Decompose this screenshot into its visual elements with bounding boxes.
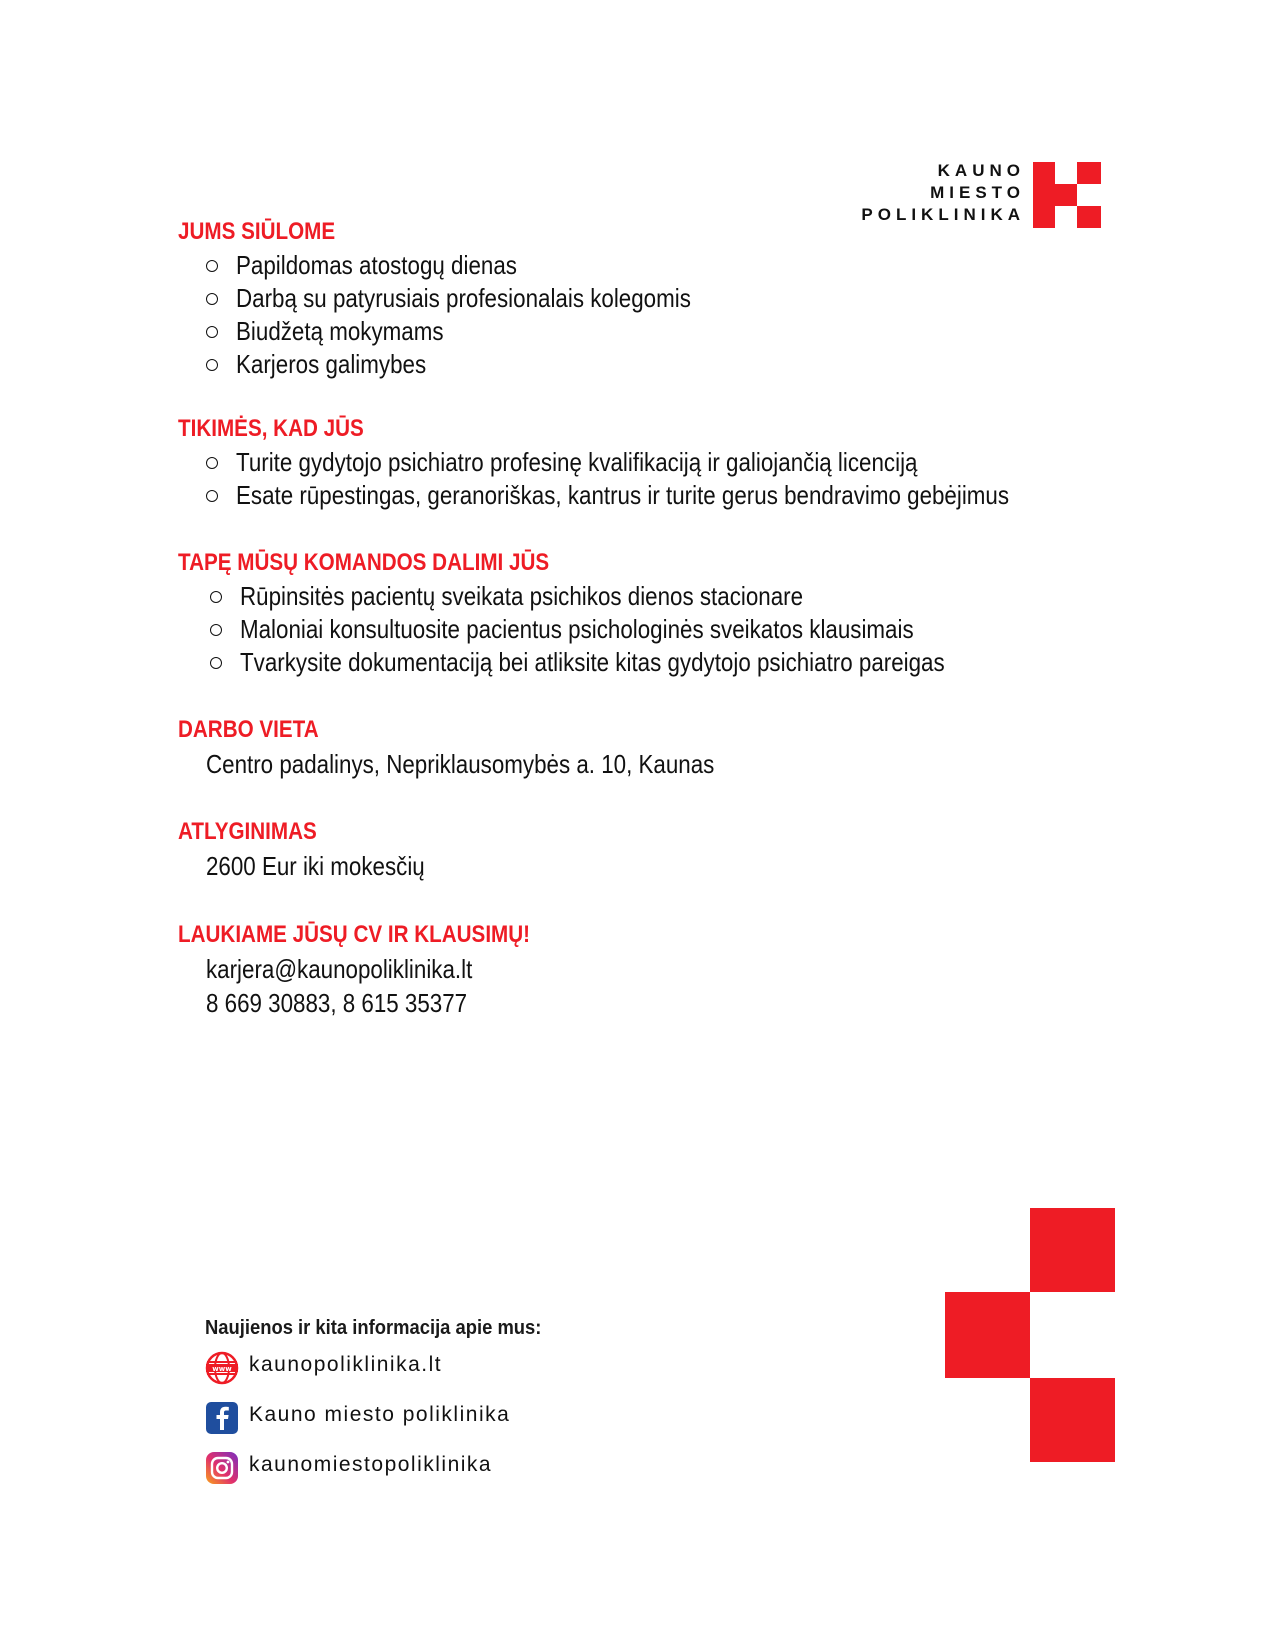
offer-list: [178, 249, 765, 381]
list-item: Papildomas atostogų dienas: [178, 249, 765, 282]
circle-bullet-icon: [210, 624, 222, 636]
logo-line-2: MIESTO: [930, 183, 1025, 202]
circle-bullet-icon: [206, 359, 218, 371]
checker-square: [945, 1292, 1030, 1378]
footer-social: [205, 1315, 571, 1491]
workplace-address: Centro padalinys, Nepriklausomybės a. 10, Kaunas: [206, 749, 715, 779]
website-label: kaunopoliklinika.lt: [249, 1353, 443, 1376]
list-item: Esate rūpestingas, geranoriškas, kantrus ir turite gerus bendravimo gebėjimus: [178, 479, 1135, 512]
website-link[interactable]: [205, 1347, 571, 1391]
contact-phones: 8 669 30883, 8 615 35377: [206, 988, 468, 1018]
circle-bullet-icon: [210, 591, 222, 603]
list-item: Biudžetą mokymams: [178, 315, 765, 348]
list-item: Rūpinsitės pacientų sveikata psichikos dienos stacionare: [178, 580, 1059, 613]
section-heading: DARBO VIETA: [178, 716, 319, 743]
logo-line-3: POLIKLINIKA: [861, 205, 1025, 224]
logo-line-1: KAUNO: [937, 161, 1025, 180]
instagram-link[interactable]: [205, 1447, 571, 1491]
section-heading: TAPĘ MŪSŲ KOMANDOS DALIMI JŪS: [178, 549, 550, 576]
logo-text: [861, 160, 1025, 226]
section-expect: [178, 414, 1135, 512]
section-heading: JUMS SIŪLOME: [178, 218, 336, 245]
list-item: Maloniai konsultuosite pacientus psichologinės sveikatos klausimais: [178, 613, 1059, 646]
circle-bullet-icon: [206, 490, 218, 502]
section-heading: LAUKIAME JŪSŲ CV IR KLAUSIMŲ!: [178, 921, 531, 948]
section-heading: TIKIMĖS, KAD JŪS: [178, 415, 364, 442]
section-heading: ATLYGINIMAS: [178, 818, 317, 845]
facebook-icon: [205, 1401, 239, 1435]
salary-value: 2600 Eur iki mokesčių: [206, 851, 425, 881]
circle-bullet-icon: [206, 326, 218, 338]
circle-bullet-icon: [206, 457, 218, 469]
globe-icon: [205, 1351, 239, 1385]
section-workplace: [178, 715, 797, 781]
footer-title: Naujienos ir kita informacija apie mus:: [205, 1317, 542, 1339]
instagram-icon: [205, 1451, 239, 1485]
circle-bullet-icon: [206, 293, 218, 305]
section-offer: [178, 217, 765, 381]
circle-bullet-icon: [206, 260, 218, 272]
list-item: Turite gydytojo psichiatro profesinę kvalifikaciją ir galiojančią licenciją: [178, 446, 1135, 479]
logo: [861, 160, 1105, 230]
facebook-link[interactable]: [205, 1397, 571, 1441]
section-team: [178, 548, 1059, 679]
circle-bullet-icon: [210, 657, 222, 669]
expect-list: [178, 446, 1135, 512]
contact-email[interactable]: karjera@kaunopoliklinika.lt: [206, 954, 473, 984]
list-item: Karjeros galimybes: [178, 348, 765, 381]
list-item: Tvarkysite dokumentaciją bei atliksite kitas gydytojo psichiatro pareigas: [178, 646, 1059, 679]
facebook-label: Kauno miesto poliklinika: [249, 1403, 511, 1426]
section-salary: [178, 817, 460, 883]
checker-square: [1030, 1208, 1115, 1292]
instagram-label: kaunomiestopoliklinika: [249, 1453, 493, 1476]
svg-text:www: www: [212, 1365, 232, 1373]
list-item: Darbą su patyrusiais profesionalais kolegomis: [178, 282, 765, 315]
logo-mark: [1033, 162, 1105, 228]
section-contact: [178, 920, 587, 1020]
checker-square: [1030, 1378, 1115, 1462]
team-list: [178, 580, 1059, 679]
